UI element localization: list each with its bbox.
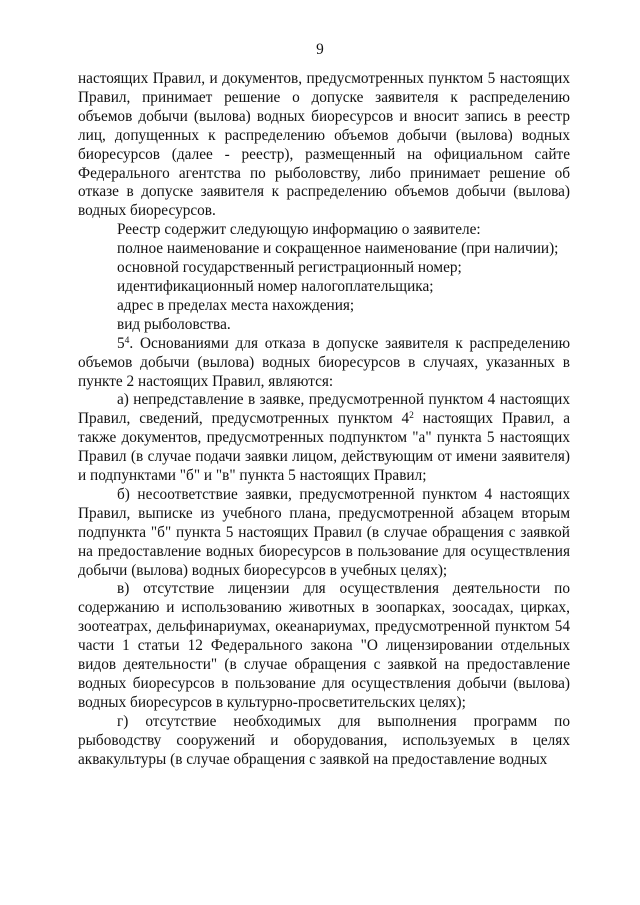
document-body bbox=[78, 70, 570, 770]
paragraph-text: основной государственный регистрационный номер; bbox=[117, 259, 462, 277]
subclause-b bbox=[78, 486, 570, 581]
paragraph-text: вид рыболовства. bbox=[117, 315, 231, 333]
paragraph-text: настоящих Правил, а также документов, предусмотренных подпунктом "а" пункта 5 настоящих Правил (в случае подачи заявки лицом, действующим от имени заявителя) и подпунктами "б" и "в" пункта 5 настоящих Правил; bbox=[78, 410, 570, 485]
paragraph-text: полное наименование и сокращенное наименование (при наличии); bbox=[117, 240, 559, 258]
registry-item-inn bbox=[78, 278, 570, 297]
paragraph-text: Реестр содержит следующую информацию о заявителе: bbox=[117, 221, 481, 239]
subclause-a bbox=[78, 391, 570, 486]
paragraph-text: а) непредставление в заявке, предусмотренной пунктом 4 настоящих Правил, сведений, предусмотренных пунктом 4 bbox=[78, 391, 570, 428]
paragraph-text: идентификационный номер налогоплательщика; bbox=[117, 277, 434, 295]
paragraph-text: настоящих Правил, и документов, предусмотренных пунктом 5 настоящих Правил, принимает решение о допуске заявителя к распределению объемов добычи (вылова) водных биоресурсов и вносит запись в реестр лиц, допущенных к распределению объемов добычи (вылова) водных биоресурсов (далее - реестр), размещенный на официальном сайте Федерального агентства по рыболовству, либо принимает решение об отказе в допуске заявителя к распределению объемов добычи (вылова) водных биоресурсов. bbox=[78, 70, 570, 220]
registry-item-fishing-type bbox=[78, 316, 570, 335]
paragraph-decision bbox=[78, 70, 570, 221]
page-number: 9 bbox=[316, 41, 324, 58]
registry-item-name bbox=[78, 240, 570, 259]
paragraph-text: адрес в пределах места нахождения; bbox=[117, 296, 355, 314]
paragraph-text: в) отсутствие лицензии для осуществления деятельности по содержанию и использованию животных в зоопарках, зоосадах, цирках, зоотеатрах, дельфинариумах, океанариумах, предусмотренной пунктом 54 части 1 статьи 12 Федерального закона "О лицензировании отдельных видов деятельности" (в случае обращения с заявкой на предоставление водных биоресурсов в пользование для осуществления добычи (вылова) водных биоресурсов в культурно-просветительских целях); bbox=[78, 580, 570, 711]
clause-number: 5 bbox=[117, 334, 125, 352]
paragraph-registry-intro bbox=[78, 221, 570, 240]
subclause-v bbox=[78, 580, 570, 712]
paragraph-text: г) отсутствие необходимых для выполнения программ по рыбоводству сооружений и оборудования, используемых в целях аквакультуры (в случае обращения с заявкой на предоставление водных bbox=[78, 712, 570, 768]
paragraph-refusal-grounds bbox=[78, 335, 570, 392]
paragraph-text: б) несоответствие заявки, предусмотренной пунктом 4 настоящих Правил, выписке из учебного плана, предусмотренной абзацем вторым подпункта "б" пункта 5 настоящих Правил (в случае обращения с заявкой на предоставление водных биоресурсов в пользование для осуществления добычи (вылова) водных биоресурсов в учебных целях); bbox=[78, 485, 570, 579]
paragraph-text: . Основаниями для отказа в допуске заявителя к распределению объемов добычи (вылова) водных биоресурсов в случаях, указанных в пункте 2 настоящих Правил, являются: bbox=[78, 334, 570, 390]
clause-superscript: 4 bbox=[124, 335, 130, 346]
clause-superscript: 2 bbox=[409, 411, 414, 422]
registry-item-ogrn bbox=[78, 259, 570, 278]
subclause-g bbox=[78, 713, 570, 770]
registry-item-address bbox=[78, 297, 570, 316]
